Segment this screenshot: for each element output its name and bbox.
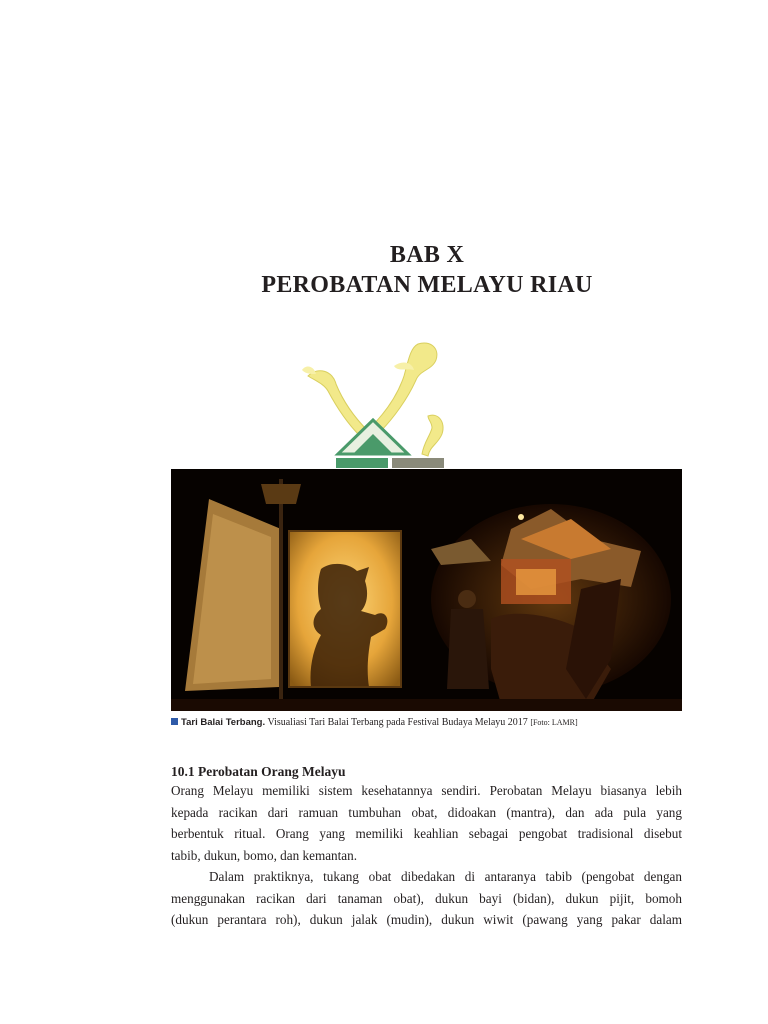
paragraph-line: Orang Melayu memiliki sistem kesehatannya sendiri. Perobatan Melayu biasanya lebih: [171, 783, 682, 798]
caption-credit: [Foto: LAMR]: [530, 718, 578, 727]
section-heading: 10.1 Perobatan Orang Melayu: [171, 764, 346, 779]
paragraph-line: menggunakan racikan dari tanaman obat), dukun bayi (bidan), dukun pijit, bomoh: [171, 890, 682, 906]
festival-photo: [171, 469, 682, 711]
paragraph-line: tabib, dukun, bomo, dan kemantan.: [171, 847, 358, 863]
paragraph-line: Dalam praktiknya, tukang obat dibedakan di antaranya tabib (pengobat dengan: [209, 869, 682, 884]
photo-caption: [171, 716, 691, 730]
caption-marker-icon: [171, 718, 178, 725]
caption-text: Visualiasi Tari Balai Terbang pada Festival Budaya Melayu 2017: [267, 717, 528, 728]
chapter-name: PEROBATAN MELAYU RIAU: [261, 272, 593, 298]
chapter-number: BAB X: [389, 242, 465, 268]
body-text: [171, 780, 682, 931]
paragraph-2: [171, 866, 682, 931]
paragraph-line: (dukun perantara roh), dukun jalak (mudin), dukun wiwit (pawang yang pakar dalam: [171, 912, 682, 927]
paragraph-line: berbentuk ritual. Orang yang memiliki keahlian sebagai pengobat tradisional disebut: [171, 826, 682, 841]
paragraph-line: kepada racikan dari ramuan tumbuhan obat, didoakan (mantra), dan ada pula yang: [171, 804, 682, 820]
chapter-title: [0, 240, 768, 300]
paragraph-1: [171, 780, 682, 866]
chapter-ornament: [298, 336, 448, 472]
caption-lead: Tari Balai Terbang.: [181, 717, 266, 728]
